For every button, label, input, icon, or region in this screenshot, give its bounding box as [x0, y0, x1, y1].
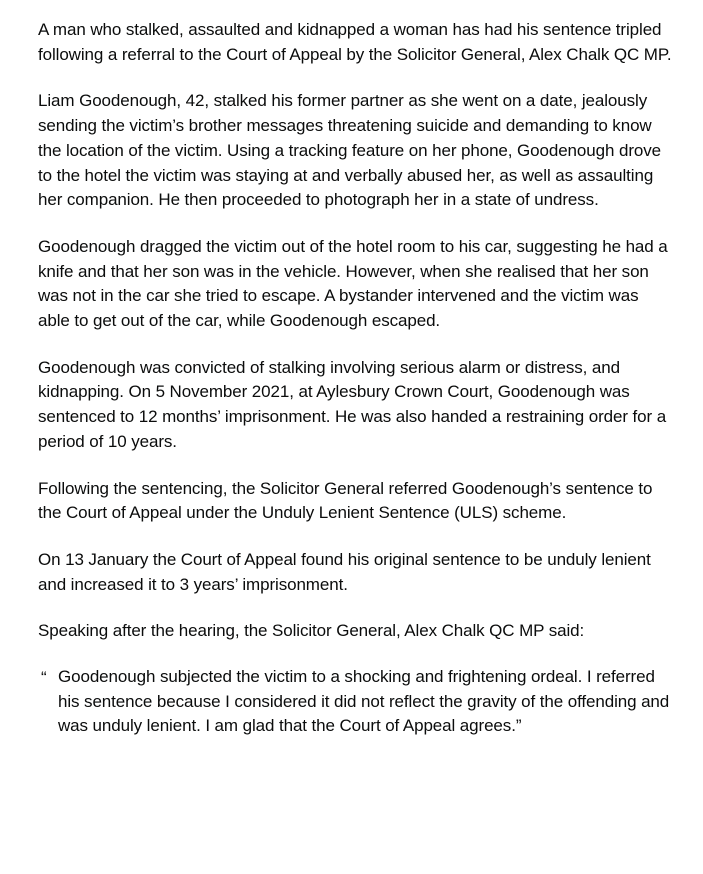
paragraph-appeal-result: On 13 January the Court of Appeal found his original sentence to be unduly lenient and increased it to 3 years’ imprisonment.: [38, 549, 651, 594]
quote-text: Goodenough subjected the victim to a shocking and frightening ordeal. I referred his sentence because I considered it did not reflect the gravity of the offending and was unduly lenient. I am glad that the Court of Appeal agrees.”: [58, 667, 670, 736]
paragraph-kidnapping: Goodenough dragged the victim out of the hotel room to his car, suggesting he had a knife and that her son was in the vehicle. However, when she realised that her son was not in the car she tried to escape. A bystander intervened and the victim was able to get out of the car, while Goodenough escaped.: [38, 236, 668, 331]
solicitor-general-quote: [38, 665, 673, 739]
quote-open-mark: “: [41, 668, 47, 688]
paragraph-intro: A man who stalked, assaulted and kidnapped a woman has had his sentence tripled following a referral to the Court of Appeal by the Solicitor General, Alex Chalk QC MP.: [38, 20, 672, 64]
paragraph-quote-intro: Speaking after the hearing, the Solicitor General, Alex Chalk QC MP said:: [38, 621, 585, 641]
paragraph-stalking: Liam Goodenough, 42, stalked his former partner as she went on a date, jealously sending the victim’s brother messages threatening suicide and demanding to know the location of the victim. Using a tracking feature on her phone, Goodenough drove to the hotel the victim was staying at and verbally abused her, as well as assaulting her companion. He then proceeded to photograph her in a state of undress.: [38, 91, 661, 210]
paragraph-referral: Following the sentencing, the Solicitor General referred Goodenough’s sentence to the Court of Appeal under the Unduly Lenient Sentence (ULS) scheme.: [38, 478, 653, 523]
paragraph-conviction: Goodenough was convicted of stalking involving serious alarm or distress, and kidnapping. On 5 November 2021, at Aylesbury Crown Court, Goodenough was sentenced to 12 months’ imprisonment. He was also handed a restraining order for a period of 10 years.: [38, 357, 667, 451]
